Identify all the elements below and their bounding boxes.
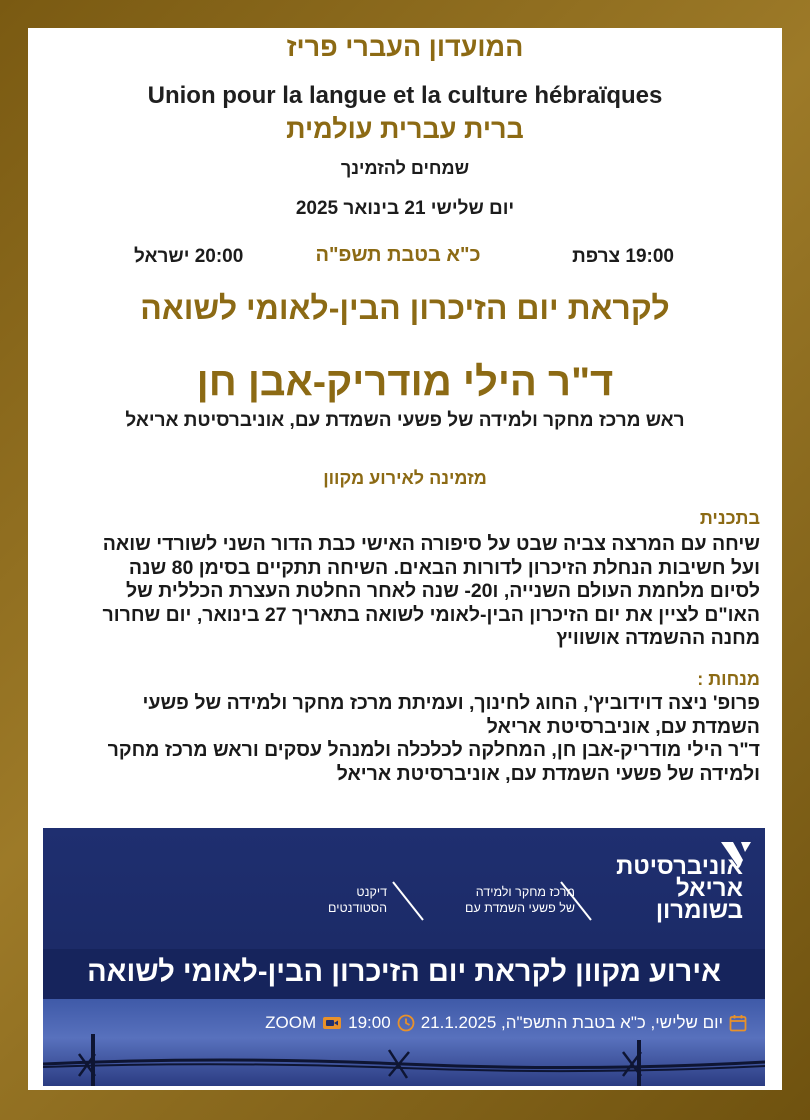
event-date: יום שלישי 21 בינואר 2025 [295, 198, 515, 219]
center-name-line: מרכז מחקר ולמידה [475, 885, 575, 899]
calendar-icon [729, 1014, 747, 1032]
moderator-line: ד"ר הילי מודריק-אבן חן, המחלקה לכלכלה ולמנהל עסקים וראש מרכז מחקר [107, 739, 760, 761]
event-details-row [265, 1010, 747, 1036]
university-name-line: אריאל [675, 875, 743, 902]
moderators-heading: מנחות : [697, 669, 760, 689]
time-israel: 20:00 ישראל [134, 246, 244, 267]
speaker-role: ראש מרכז מחקר ולמידה של פשעי השמדת עם, אוניברסיטת אריאל [125, 410, 685, 431]
program-line: שיחה עם המרצה צביה שבט על סיפורה האישי כבת הדור השני לשורדי שואה [102, 533, 760, 555]
program-line: לסיום מלחמת העולם השנייה, ו20- שנה לאחר החלטת העצרת הכללית של [126, 580, 760, 602]
time-paris: 19:00 צרפת [572, 246, 674, 267]
university-name [573, 853, 743, 924]
deanship-name-line: הסטודנטים [328, 901, 387, 915]
welcome-text: שמחים להזמינך [340, 158, 470, 178]
union-title: Union pour la langue et la culture hébraïques [147, 82, 663, 109]
center-name-line: של פשעי השמדת עם [464, 901, 575, 915]
barbed-wire-image [43, 1034, 765, 1086]
program-line: ועל חשיבות הנחלת הזיכרון לדורות הבאים. השיחה תתקיים בסימן 80 שנה [128, 556, 760, 579]
program-body [42, 533, 760, 651]
moderator-line: פרופ' ניצה דוידוביץ', החוג לחינוך, ועמיתת מרכז מחקר ולמידה של פשעי [142, 692, 760, 714]
brit-title: ברית עברית עולמית [286, 114, 524, 144]
moderator-line: השמדת עם, אוניברסיטת אריאל [486, 715, 760, 738]
university-name-line: בשומרון [655, 897, 743, 924]
banner-title: אירוע מקוון לקראת יום הזיכרון הבין-לאומי לשואה [87, 956, 721, 988]
speaker-name: ד"ר הילי מודריק-אבן חן [196, 360, 614, 404]
moderators-body [42, 692, 760, 786]
invites-text: מזמינה לאירוע מקוון [323, 468, 487, 488]
platform-detail: ZOOM [265, 1013, 317, 1032]
hebrew-date: כ"א בטבת תשפ"ה [315, 244, 481, 266]
program-heading: בתכנית [699, 508, 760, 528]
event-banner [43, 828, 765, 1086]
date-detail: יום שלישי, כ"א בטבת התשפ"ה, 21.1.2025 [420, 1013, 723, 1032]
deanship-name [297, 884, 387, 916]
moderator-line: ולמידה של פשעי השמדת עם, אוניברסיטת אריאל [336, 762, 760, 785]
program-line: מחנה ההשמדה אושוויץ [556, 627, 760, 649]
video-camera-icon [322, 1014, 342, 1032]
research-center-name [405, 884, 575, 916]
clock-icon [397, 1014, 415, 1032]
invitation-sheet [28, 28, 782, 1090]
program-line: האו"ם לציין את יום הזיכרון הבין-לאומי לשואה בתאריך 27 בינואר, יום שחרור [102, 603, 760, 626]
deanship-name-line: דיקנט [356, 885, 387, 899]
club-title: המועדון העברי פריז [286, 32, 524, 62]
time-detail: 19:00 [348, 1013, 391, 1032]
divider-slash [389, 878, 429, 924]
event-title: לקראת יום הזיכרון הבין-לאומי לשואה [140, 290, 670, 326]
university-name-line: אוניברסיטת [616, 853, 743, 880]
